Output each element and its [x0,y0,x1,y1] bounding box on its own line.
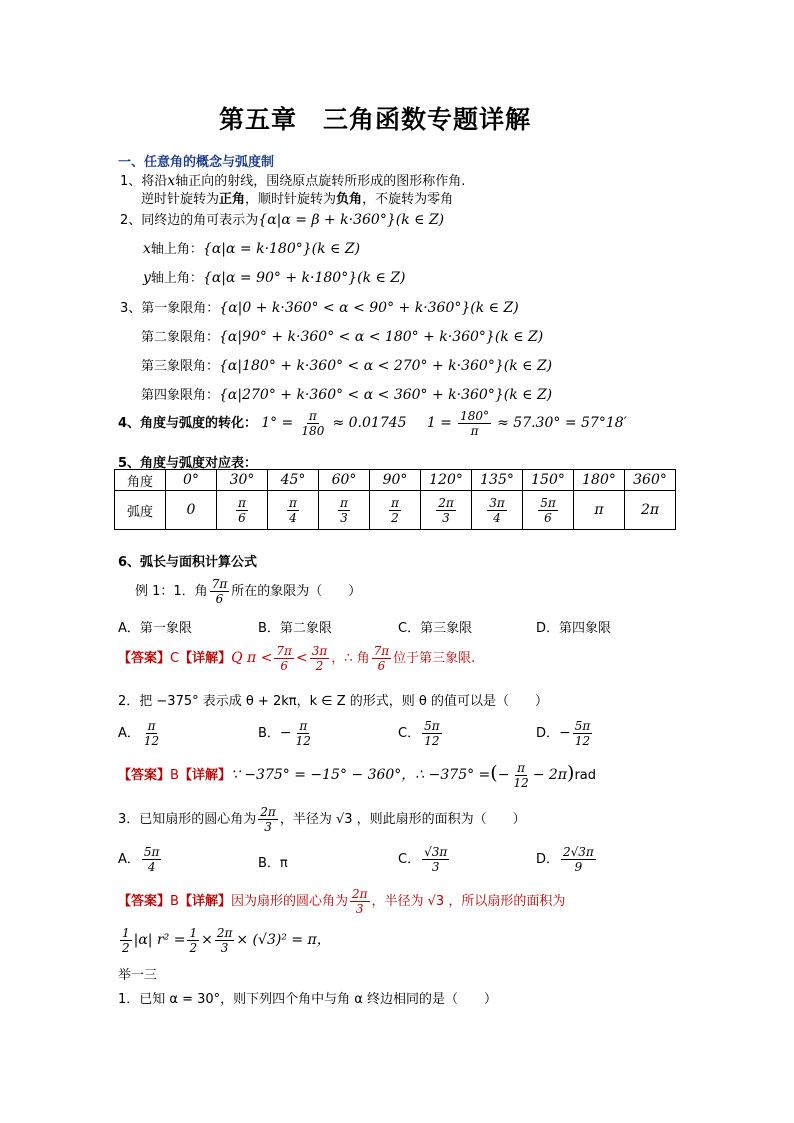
ex1-detail-f1-num: 7π [276,644,292,658]
radian-num: 3π [489,495,505,510]
radian-den: 2 [391,510,399,525]
radian-num: π [289,495,297,510]
conv-d: ≈ 57.30° = 57°18′ [497,415,627,431]
quadrant1 [120,297,519,316]
q1-label: 3、第一象限角： [120,301,220,316]
ex2-answer: 【答案】B【详解】∵ −375° = −15° − 360°，∴ −375° =(− $\frac{\pi}{12}$ − 2π)rad [118,761,597,790]
ex1-option-d: D．第四象限 [536,621,612,636]
ex1-detail-f3-num: 7π [373,644,390,658]
radian-cell [370,491,421,530]
answer-tag: 【答案】 [118,894,171,909]
radian-cell [421,491,472,530]
conversion-row [118,410,627,437]
ex1-detail-b: ，∴ 角 [331,651,370,666]
calc-f3-den: 3 [220,941,229,955]
calc-f1-num: 1 [122,926,130,940]
radian-den: 3 [442,510,450,525]
ex1-detail-f1-den: 6 [280,659,288,673]
radian-value: 2π [640,502,660,518]
item1-line1 [120,170,465,189]
degree-cell: 120° [421,470,472,491]
example1-question [135,578,361,605]
ex2-detail-num: π [517,761,526,775]
degree-cell: 60° [319,470,370,491]
radian-num: π [238,495,246,510]
ex2-option-b [258,720,315,747]
option-num: 2√3π [563,845,594,859]
option-letter: D． [536,852,560,867]
option-letter: B． [258,726,280,741]
ex2-detail-c: − 2π [532,767,568,783]
q2-label: 第二象限角： [141,330,220,345]
radian-den: 3 [340,510,348,525]
conv-frac2-num: 180° [460,409,489,423]
ex3-option-d [536,846,598,873]
radian-cell [574,491,625,530]
option-letter: A． [118,726,140,741]
x-symbol: x [167,173,176,189]
ex3-detail-a: 因为扇形的圆心角为 [230,894,348,909]
answer-letter: B [170,768,179,783]
conv-b: ≈ 0.01745 [332,415,407,431]
ex1-detail-c: 位于第三象限. [393,651,476,666]
radian-den: 6 [238,510,246,525]
degree-cell: 90° [370,470,421,491]
practice-heading: 举一三 [118,968,158,983]
section1-heading: 一、任意角的概念与弧度制 [118,155,275,170]
detail-tag: 【详解】 [178,768,231,783]
ex2-option-d [536,720,594,747]
option-sign: − [559,725,571,741]
ex2-detail-d: rad [574,768,597,783]
ex3-detail-b: ，半径为 √3 ，所以扇形的面积为 [371,894,566,909]
calc-c: × (√3)² = π， [236,932,331,948]
degree-cell: 135° [472,470,523,491]
answer-tag: 【答案】 [118,768,171,783]
option-den: 4 [147,860,156,874]
degree-cell: 45° [268,470,319,491]
radian-row [115,491,676,530]
radian-cell [166,491,217,530]
ex1-frac-den: 6 [215,592,224,606]
q2-formula: {α|90° + k·360° < α < 180° + k·360°}(k ∈ Z) [219,329,544,345]
ex1-detail-lt: < [295,650,308,666]
conv-a: 1° = [261,415,294,431]
y-axis-angle [143,267,406,286]
degree-cell: 0° [166,470,217,491]
x-axis-angle [143,238,360,257]
quadrant4 [141,384,552,403]
calc-b: × [201,932,213,948]
option-num: 5π [143,845,160,859]
item1-text-b: 轴正向的射线，围绕原点旋转所形成的图形称作角. [175,174,466,189]
radian-num: 5π [540,495,556,510]
ex3-option-a [118,846,163,873]
x-axis-formula: {α|α = k·180°}(k ∈ Z) [202,241,361,257]
section6-heading: 6、弧长与面积计算公式 [118,555,258,570]
degree-cell: 30° [217,470,268,491]
negative-angle-term: 负角 [336,192,363,207]
item1-line2 [141,188,453,207]
ex2-detail-b: − [497,767,510,783]
option-den: 12 [295,734,311,748]
detail-tag: 【详解】 [179,651,232,666]
radian-cell [523,491,574,530]
ex3-detail-num: 2π [351,887,368,901]
ex1-option-b: B．第二象限 [258,621,332,636]
option-den: 12 [574,734,591,748]
degree-cell: 180° [574,470,625,491]
table-label: 5、角度与弧度对应表： [118,456,258,471]
quadrant2 [141,326,543,345]
ex1-detail-a: Q π < [231,650,273,666]
radian-den: 4 [289,510,297,525]
answer-letter: B [170,894,179,909]
ex1-detail-f2-den: 2 [315,659,324,673]
calc-f1-den: 2 [122,941,130,955]
item1-text-a: 1、将沿 [120,174,168,189]
option-den: 12 [143,734,160,748]
ex1-detail-f3-den: 6 [377,659,386,673]
radian-num: 2π [438,495,454,510]
option-num: 5π [424,719,440,733]
quadrant3 [141,355,552,374]
y-axis-label: 轴上角： [150,271,203,286]
radian-cell [319,491,370,530]
radian-cell [217,491,268,530]
example2-question: 2．把 −375° 表示成 θ + 2kπ，k ∈ Z 的形式，则 θ 的值可以是（ ） [118,694,548,709]
radian-cell [625,491,676,530]
item2-label: 2、同终边的角可表示为 [120,213,259,228]
item1-line2-a: 逆时针旋转为 [141,192,220,207]
option-num: 5π [574,719,591,733]
conv-frac2 [458,410,491,437]
conv-frac1 [299,410,326,437]
calc-a: |α| r² = [133,932,186,948]
ex1-answer [118,645,475,672]
degree-cell: 150° [523,470,574,491]
degree-row [115,470,676,491]
page-title: 第五章 三角函数专题详解 [219,105,532,134]
ex1-prefix: 例 1：1．角 [135,584,208,599]
radian-value: 0 [186,502,196,518]
option-den: 12 [424,734,440,748]
conversion-label: 4、角度与弧度的转化： [118,416,258,431]
conv-c: 1 = [426,415,452,431]
ex3-calculation [118,927,331,954]
option-letter: D． [536,726,560,741]
ex3-option-c [398,846,451,873]
option-num: π [299,719,308,733]
ex3-b: ，半径为 √3 ，则此扇形的面积为（ ） [279,812,526,827]
q4-formula: {α|270° + k·360° < α < 360° + k·360°}(k ∈ Z) [219,387,553,403]
answer-tag: 【答案】 [118,651,171,666]
q3-formula: {α|180° + k·360° < α < 270° + k·360°}(k ∈ Z) [219,358,553,374]
conv-frac2-den: π [470,424,479,438]
table-header-deg: 角度 [115,470,166,491]
degree-cell: 360° [625,470,676,491]
y-axis-formula: {α|α = 90° + k·180°}(k ∈ Z) [202,270,406,286]
q1-formula: {α|0 + k·360° < α < 90° + k·360°}(k ∈ Z) [219,300,519,316]
y-symbol: y [143,270,151,286]
radian-den: 4 [493,510,501,525]
item1-line2-c: ，不旋转为零角 [362,192,454,207]
radian-num: π [391,495,399,510]
item2 [120,209,444,228]
conv-frac1-num: π [308,409,317,423]
x-axis-label: 轴上角： [150,242,203,257]
option-den: 9 [574,860,583,874]
radian-cell [472,491,523,530]
table-header-rad: 弧度 [115,491,166,530]
ex2-option-a [118,720,163,747]
radian-cell [268,491,319,530]
ex2-option-c [398,720,444,747]
radian-num: π [340,495,348,510]
ex1-suffix: 所在的象限为（ ） [231,584,362,599]
option-sign: − [279,725,292,741]
ex3-option-b: B．π [258,856,288,871]
option-num: √3π [424,845,448,859]
radian-den: 6 [544,510,552,525]
item1-line2-b: ，顺时针旋转为 [245,192,337,207]
x-symbol: x [143,241,151,257]
answer-letter: C [170,651,180,666]
calc-f3-num: 2π [216,926,233,940]
ex3-detail-den: 3 [355,902,364,916]
positive-angle-term: 正角 [219,192,246,207]
practice-question-1: 1．已知 α = 30°，则下列四个角中与角 α 终边相同的是（ ） [118,992,498,1007]
ex3-a: 3．已知扇形的圆心角为 [118,812,257,827]
ex1-option-c: C．第三象限 [398,621,473,636]
ex2-detail-den: 12 [513,776,529,790]
detail-tag: 【详解】 [178,894,231,909]
calc-f2-num: 1 [189,926,198,940]
item2-formula: {α|α = β + k·360°}(k ∈ Z) [258,212,445,228]
ex1-frac-num: 7π [211,577,228,591]
q4-label: 第四象限角： [141,388,220,403]
option-letter: C． [398,726,421,741]
ex1-option-a: A．第一象限 [118,621,192,636]
ex3-frac-num: 2π [260,805,276,819]
ex1-detail-f2-num: 3π [311,644,328,658]
option-letter: A． [118,852,140,867]
radian-value: π [594,502,604,518]
ex3-answer [118,888,565,915]
option-den: 3 [431,860,440,874]
q3-label: 第三象限角： [141,359,220,374]
option-letter: C． [398,852,421,867]
ex3-frac-den: 3 [264,820,272,834]
conv-frac1-den: 180 [301,424,325,438]
calc-f2-den: 2 [189,941,198,955]
option-num: π [147,719,156,733]
example3-question [118,806,526,833]
ex2-detail-a: ∵ −375° = −15° − 360°，∴ −375° = [230,767,491,783]
angle-radian-table [114,469,676,530]
